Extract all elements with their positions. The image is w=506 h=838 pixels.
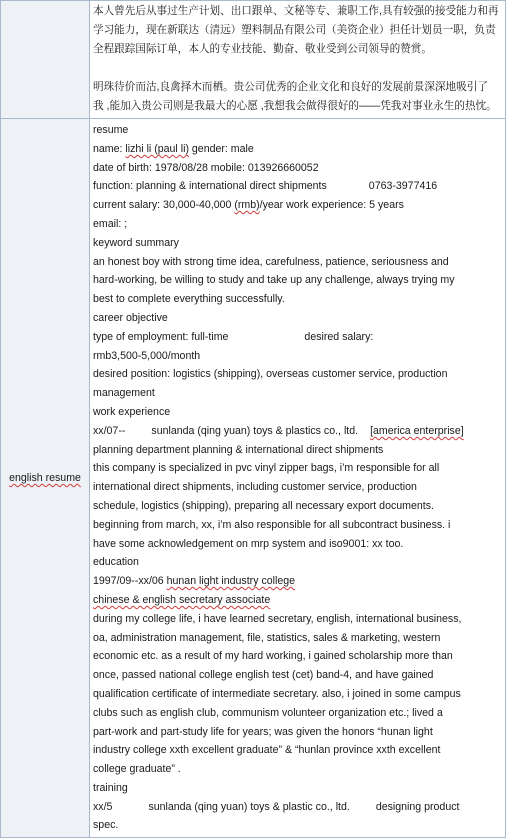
desired-salary-label: desired salary:	[304, 330, 374, 343]
work-company-line	[93, 422, 502, 441]
training-period: xx/5	[93, 800, 113, 813]
work-company: sunlanda (qing yuan) toys & plastics co., ltd.	[151, 424, 359, 437]
intro-line: 全程跟踪国际订单，本人的专业技能、勤奋、敬业受到公司领导的赞赏。	[93, 43, 432, 55]
intro-row	[1, 1, 506, 119]
function-phone: 0763-3977416	[368, 180, 438, 193]
education-line: during my college life, i have learned secretary, english, international business,	[93, 612, 462, 625]
name-line	[93, 140, 502, 159]
work-line: this company is specialized in pvc vinyl zipper bags, i’m responsible for all	[93, 462, 440, 475]
salary-prefix: current salary: 30,000-40,000	[93, 199, 235, 212]
education-line: once, passed national college english test (cet) band-4, and have gained	[93, 669, 434, 682]
work-heading: work experience	[93, 405, 171, 418]
education-line: oa, administration management, file, statistics, sales & marketing, western	[93, 631, 441, 644]
education-line: economic etc. as a result of my hard working, i gained scholarship more than	[93, 650, 453, 663]
education-line: qualification certificate of intermediate secretary. also, i joined in some campus	[93, 687, 461, 700]
training-line	[93, 798, 502, 817]
intro-blank-line	[93, 59, 502, 78]
english-resume-content-cell	[90, 119, 506, 838]
intro-line: 学习能力，现在新联达（清远）塑料制品有限公司（美资企业）担任计划员一职，负责	[93, 24, 496, 36]
education-school: hunan light industry college	[166, 575, 296, 588]
education-line: industry college xxth excellent graduate” & “hunlan province xxth excellent	[93, 744, 441, 757]
training-tail: spec.	[93, 819, 119, 832]
education-heading: education	[93, 556, 139, 569]
career-heading: career objective	[93, 311, 168, 324]
work-department: planning department planning & international direct shipments	[93, 443, 384, 456]
keyword-heading: keyword summary	[93, 236, 179, 249]
education-period: 1997/09--xx/06	[93, 575, 167, 588]
keyword-line: hard-working, be willing to study and take up any challenge, always trying my	[93, 274, 455, 287]
education-school-line	[93, 572, 502, 591]
work-line: schedule, logistics (shipping), preparing all necessary export documents.	[93, 499, 434, 512]
email-line: email: ;	[93, 217, 128, 230]
employment-type: type of employment: full-time	[93, 330, 229, 343]
english-resume-row	[1, 119, 506, 838]
desired-position-line: desired position: logistics (shipping), overseas customer service, production	[93, 368, 448, 381]
english-resume-label-cell	[1, 119, 90, 838]
function-line	[93, 177, 502, 196]
training-heading: training	[93, 781, 128, 794]
keyword-line: an honest boy with strong time idea, carefulness, patience, seriousness and	[93, 255, 449, 268]
work-line: beginning from march, xx, i’m also responsible for all subcontract business. i	[93, 518, 451, 531]
intro-label-cell	[1, 1, 90, 119]
salary-suffix: /year work experience: 5 years	[259, 199, 404, 212]
intro-line: 本人曾先后从事过生产计划、出口跟单、文秘等专、兼职工作,具有较强的接受能力和再	[93, 5, 499, 17]
training-course: designing product	[375, 800, 460, 813]
salary-line	[93, 196, 502, 215]
education-line: part-work and part-study life for years; was given the honors “hunan light	[93, 725, 433, 738]
resume-heading: resume	[93, 124, 129, 136]
dob-line: date of birth: 1978/08/28 mobile: 013926660052	[93, 161, 319, 174]
work-company-type: [america enterprise]	[370, 424, 464, 437]
education-line: college graduate” .	[93, 763, 181, 776]
intro-line: 我 ,能加入贵公司则是我最大的心愿 ,我想我会做得很好的——凭我对事业永生的热忱。	[93, 100, 497, 112]
education-major: chinese & english secretary associate	[93, 593, 271, 606]
name-prefix: name:	[93, 142, 126, 155]
work-period: xx/07--	[93, 424, 126, 437]
salary-unit: (rmb)	[234, 199, 260, 212]
education-line: clubs such as english club, communism volunteer organization etc.; lived a	[93, 706, 443, 719]
keyword-line: best to complete everything successfully.	[93, 293, 285, 306]
function-text: function: planning & international direct shipments	[93, 180, 327, 193]
training-company: sunlanda (qing yuan) toys & plastic co., ltd.	[148, 800, 350, 813]
work-line: international direct shipments, including customer service, production	[93, 481, 417, 494]
gender-text: gender: male	[188, 142, 254, 155]
employment-line	[93, 328, 502, 347]
desired-salary-value: rmb3,500-5,000/month	[93, 349, 201, 362]
intro-line: 明珠待价而沽,良禽择木而栖。贵公司优秀的企业文化和良好的发展前景深深地吸引了	[93, 81, 488, 93]
intro-content-cell	[90, 1, 506, 119]
desired-position-line: management	[93, 387, 155, 400]
work-line: have some acknowledgement on mrp system and iso9001: xx too.	[93, 537, 404, 550]
name-value: lizhi li (paul li)	[125, 142, 189, 155]
english-resume-label: english resume	[9, 472, 81, 485]
